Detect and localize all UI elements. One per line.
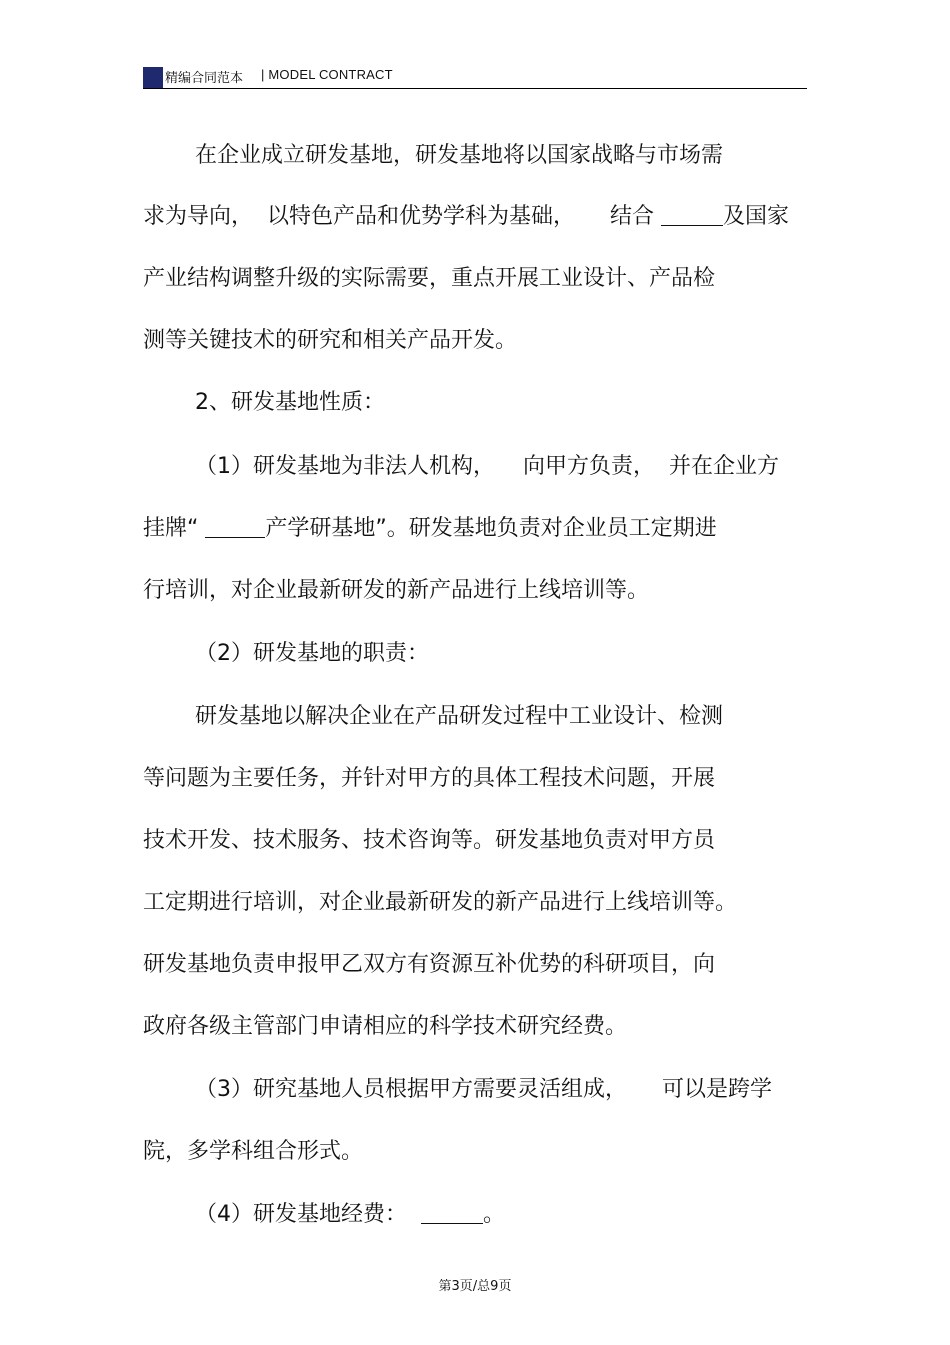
section-heading: 2、研发基地性质： — [195, 390, 385, 415]
line-text: 及国家 — [722, 204, 789, 229]
paragraph-line: 在企业成立研发基地，研发基地将以国家战略与市场需 — [195, 143, 724, 168]
paragraph-line: 技术开发、技术服务、技术咨询等。研发基地负责对甲方员 — [143, 828, 716, 853]
paragraph-line: 研发基地负责申报甲乙双方有资源互补优势的科研项目，向 — [143, 952, 716, 977]
header-title: 精编合同范本 — [165, 71, 244, 86]
section-heading: （2）研发基地的职责： — [195, 641, 429, 666]
header-subtitle: | MODEL CONTRACT — [261, 67, 393, 82]
line-text: 挂牌“ — [143, 516, 206, 541]
line-text: 产学研基地”。研发基地负责对企业员工定期进 — [265, 516, 717, 541]
paragraph-line: 行培训，对企业最新研发的新产品进行上线培训等。 — [143, 578, 650, 603]
paragraph-line: 产业结构调整升级的实际需要，重点开展工业设计、产品检 — [143, 266, 716, 291]
page-number: 第3页/总9页 — [438, 1279, 512, 1294]
paragraph-line: 研发基地以解决企业在产品研发过程中工业设计、检测 — [195, 704, 724, 729]
paragraph-line: 政府各级主管部门申请相应的科学技术研究经费。 — [143, 1014, 628, 1039]
brand-logo-icon — [143, 67, 163, 88]
paragraph-line: 院，多学科组合形式。 — [143, 1139, 364, 1164]
paragraph-line — [143, 202, 789, 232]
paragraph-line: 测等关键技术的研究和相关产品开发。 — [143, 328, 518, 353]
paragraph-line: 等问题为主要任务，并针对甲方的具体工程技术问题，开展 — [143, 766, 716, 791]
line-text: 求为导向， 以特色产品和优势学科为基础， 结合 — [143, 204, 661, 229]
paragraph-line: （1）研发基地为非法人机构， 向甲方负责， 并在企业方 — [195, 454, 779, 479]
paragraph-line: 工定期进行培训，对企业最新研发的新产品进行上线培训等。 — [143, 890, 738, 915]
line-text: 。 — [482, 1202, 505, 1227]
fill-in-blank — [421, 1201, 483, 1224]
paragraph-line: （3）研究基地人员根据甲方需要灵活组成， 可以是跨学 — [195, 1077, 772, 1102]
paragraph-line — [143, 514, 717, 544]
fill-in-blank — [205, 515, 265, 538]
paragraph-line — [195, 1200, 505, 1230]
page-header — [143, 64, 807, 89]
line-text: （4）研发基地经费： — [195, 1202, 421, 1227]
fill-in-blank — [661, 203, 723, 226]
